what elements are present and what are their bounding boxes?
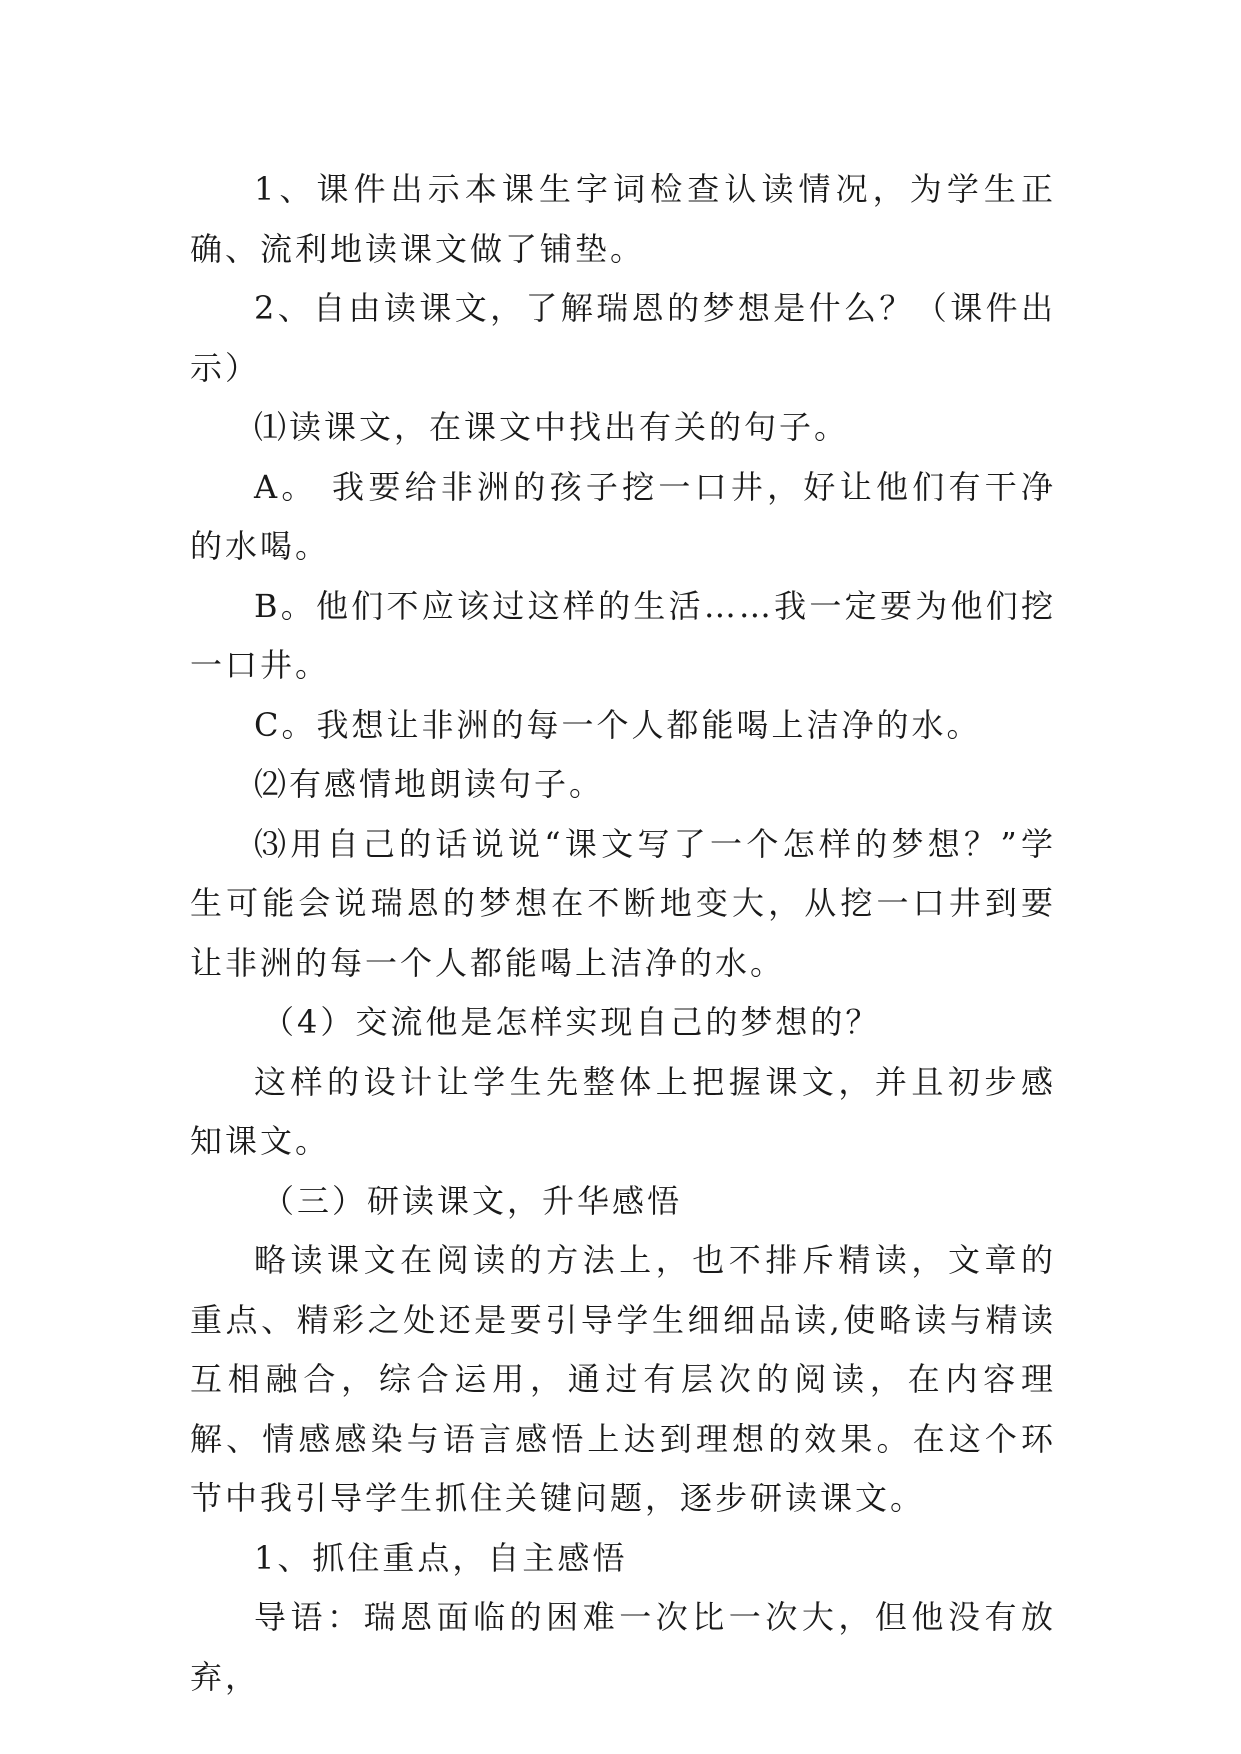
paragraph-14: 导语：瑞恩面临的困难一次比一次大，但他没有放弃， xyxy=(190,1598,1056,1696)
document-body xyxy=(190,160,1056,1707)
paragraph-2: 2、自由读课文，了解瑞恩的梦想是什么？（课件出示） xyxy=(190,289,1056,387)
paragraph-8: ⑶用自己的话说说“课文写了一个怎样的梦想？”学生可能会说瑞恩的梦想在不断地变大，从挖一口井到要让非洲的每一个人都能喝上洁净的水。 xyxy=(190,824,1056,982)
paragraph-1: 1、课件出示本课生字词检查认读情况，为学生正确、流利地读课文做了铺垫。 xyxy=(190,170,1056,268)
paragraph-13: 1、抓住重点，自主感悟 xyxy=(254,1538,628,1577)
paragraph-6: C。我想让非洲的每一个人都能喝上洁净的水。 xyxy=(254,705,982,744)
paragraph-10: 这样的设计让学生先整体上把握课文，并且初步感知课文。 xyxy=(190,1062,1056,1160)
section-heading: （三）研读课文，升华感悟 xyxy=(262,1181,683,1220)
paragraph-4: A。 我要给非洲的孩子挖一口井，好让他们有干净的水喝。 xyxy=(190,467,1056,565)
paragraph-7: ⑵有感情地朗读句子。 xyxy=(254,765,605,803)
paragraph-12: 略读课文在阅读的方法上，也不排斥精读，文章的重点、精彩之处还是要引导学生细细品读,使略读与精读互相融合，综合运用，通过有层次的阅读，在内容理解、情感感染与语言感悟上达到理想的效果。在这个环节中我引导学生抓住关键问题，逐步研读课文。 xyxy=(190,1241,1056,1517)
paragraph-5: B。他们不应该过这样的生活……我一定要为他们挖一口井。 xyxy=(190,586,1056,684)
paragraph-3: ⑴读课文，在课文中找出有关的句子。 xyxy=(254,408,850,446)
paragraph-9: （4）交流他是怎样实现自己的梦想的？ xyxy=(262,1003,881,1041)
